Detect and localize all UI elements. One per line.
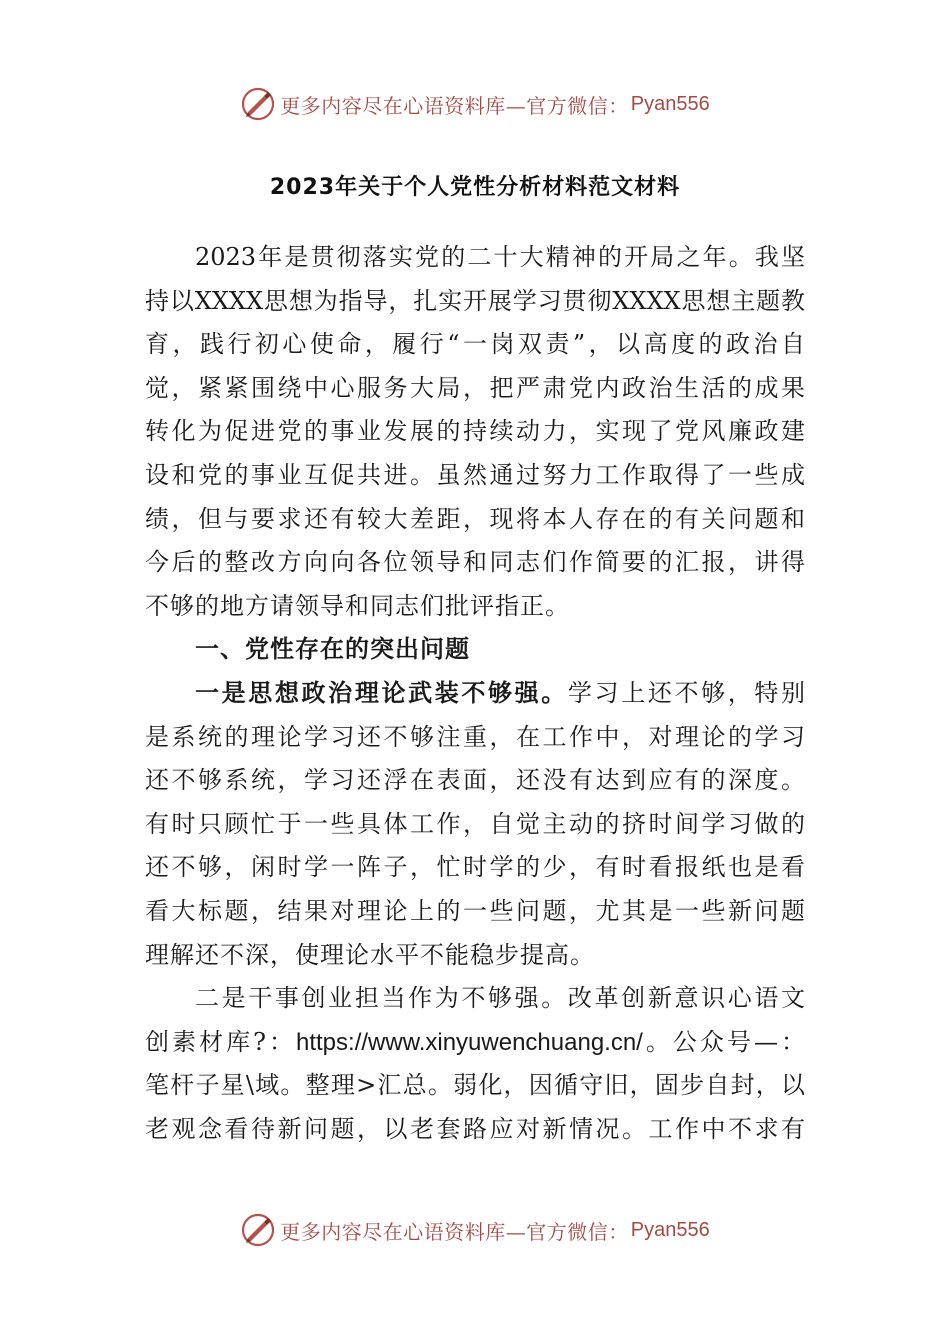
text-line: 绩，但与要求还有较大差距，现将本人存在的有关问题和	[145, 504, 805, 533]
text-line: 2023年是贯彻落实党的二十大精神的开局之年。我坚	[195, 243, 805, 271]
section-heading: 一、党性存在的突出问题	[195, 635, 470, 664]
document-body	[145, 236, 805, 1151]
document-title: 2023年关于个人党性分析材料范文材料	[269, 175, 681, 200]
issue-one-text: 学习上还不够，特别	[567, 678, 805, 707]
pen-logo-icon	[240, 1212, 276, 1248]
text-line: 持以XXXX思想为指导，扎实开展学习贯彻XXXX思想主题教	[145, 286, 805, 315]
issue-one-heading: 一是思想政治理论武装不够强。	[195, 678, 568, 707]
text-line	[145, 672, 805, 716]
pen-logo-icon	[240, 86, 276, 122]
banner-text: 更多内容尽在心语资料库—官方微信：	[280, 93, 629, 118]
footer-banner	[0, 1210, 950, 1250]
banner-text: 更多内容尽在心语资料库—官方微信：	[280, 1219, 629, 1244]
text-line: 今后的整改方向向各位领导和同志们作简要的汇报，讲得	[145, 548, 805, 577]
text-fragment: 创素材库?：	[145, 1027, 296, 1056]
text-line: 还不够系统，学习还浮在表面，还没有达到应有的深度。	[145, 766, 805, 795]
text-line: 不够的地方请领导和同志们批评指正。	[145, 591, 570, 620]
text-line: 有时只顾忙于一些具体工作，自觉主动的挤时间学习做的	[145, 809, 805, 838]
website-url: https://www.xinyuwenchuang.cn/	[296, 1028, 643, 1056]
text-line	[145, 1021, 805, 1065]
text-line: 还不够，闲时学一阵子，忙时学的少，有时看报纸也是看	[145, 853, 805, 882]
paragraph-intro	[145, 236, 805, 628]
text-line: 看大标题，结果对理论上的一些问题，尤其是一些新问题	[145, 896, 805, 925]
text-line: 老观念看待新问题，以老套路应对新情况。工作中不求有	[145, 1114, 805, 1143]
text-line: 育，践行初心使命，履行“一岗双责”，以高度的政治自	[145, 330, 805, 359]
text-line: 觉，紧紧围绕中心服务大局，把严肃党内政治生活的成果	[145, 373, 805, 402]
text-line: 设和党的事业互促共进。虽然通过努力工作取得了一些成	[145, 460, 805, 489]
text-line: 二是干事创业担当作为不够强。改革创新意识心语文	[195, 984, 805, 1013]
paragraph-issue-one	[145, 672, 805, 977]
banner-wechat-id: Pyan556	[630, 92, 710, 115]
text-fragment: 。公众号—：	[642, 1027, 805, 1056]
text-line: 笔杆子星\域。整理>汇总。弱化，因循守旧，固步自封，以	[145, 1071, 805, 1100]
banner-wechat-id: Pyan556	[630, 1218, 710, 1241]
text-line: 理解还不深，使理论水平不能稳步提高。	[145, 940, 595, 969]
paragraph-issue-two	[145, 977, 805, 1151]
text-line: 转化为促进党的事业发展的持续动力，实现了党风廉政建	[145, 417, 805, 446]
header-banner	[0, 84, 950, 124]
text-line: 是系统的理论学习还不够注重，在工作中，对理论的学习	[145, 722, 805, 751]
